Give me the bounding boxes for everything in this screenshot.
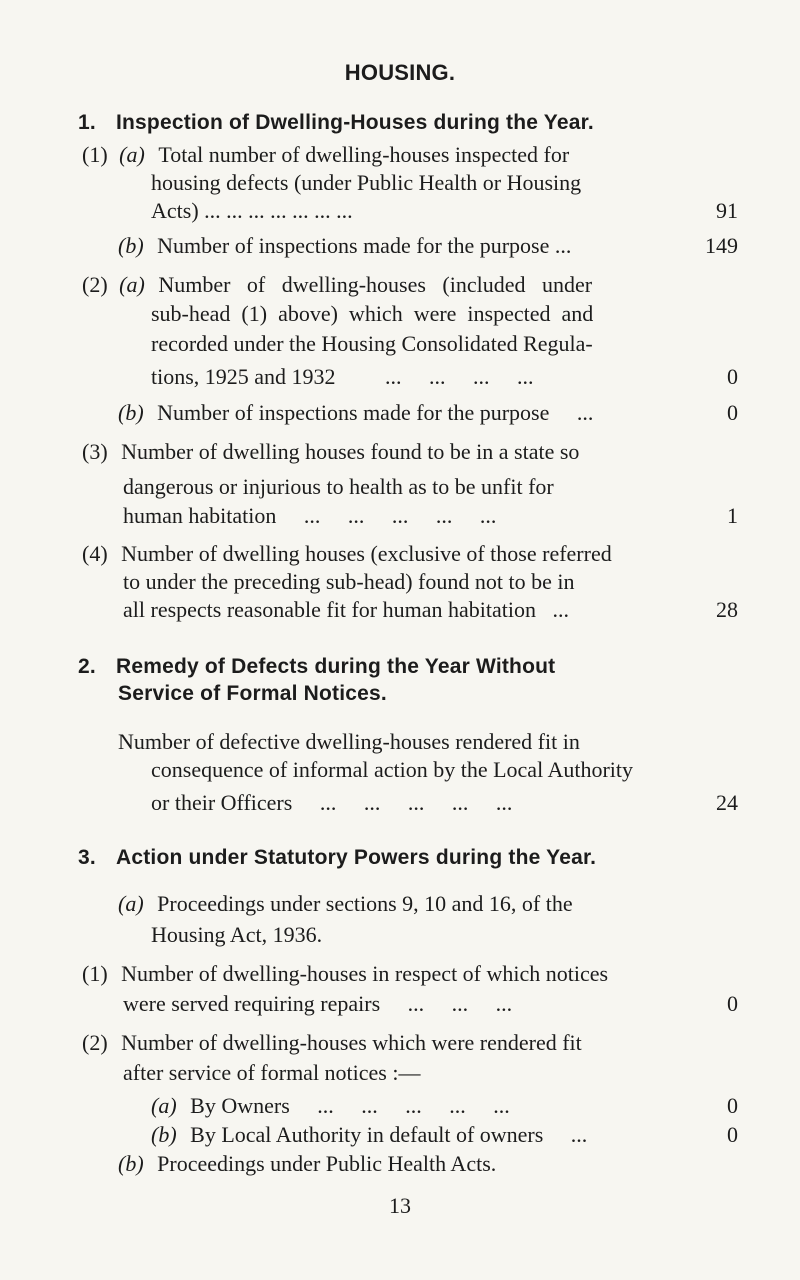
section-3-item-2b-line: [151, 1122, 587, 1148]
section-3a-line-2: Housing Act, 1936.: [151, 922, 323, 947]
section-3-item-2a-sub: (a): [151, 1093, 177, 1118]
item-2a-line-3: recorded under the Housing Consolidated Regula-: [151, 331, 593, 356]
item-2b-value: 0: [727, 400, 738, 425]
item-4-line-2: to under the preceding sub-head) found not to be in: [123, 569, 575, 594]
section-2-line-2: consequence of informal action by the Local Authority: [151, 757, 634, 782]
section-3-item-2-text-1: Number of dwelling-houses which were rendered fit: [121, 1030, 582, 1055]
section-3-item-2b-sub: (b): [151, 1122, 177, 1147]
section-3-item-2-number: (2): [82, 1030, 108, 1055]
section-2-line-1: Number of defective dwelling-houses rendered fit in: [118, 729, 580, 754]
section-1-number: 1.: [78, 111, 96, 134]
item-1a-line-1: [82, 142, 569, 168]
item-4-line-1: [82, 541, 612, 567]
section-3-heading: [78, 846, 596, 870]
item-1-number: (1): [82, 142, 108, 167]
item-2a-line-1: [82, 272, 592, 298]
item-2b-sub: (b): [118, 400, 144, 425]
item-2a-line-2: sub-head (1) above) which were inspected and: [151, 301, 594, 326]
section-1-heading: [78, 111, 594, 135]
section-2-heading: [78, 655, 555, 679]
item-3-line-1: [82, 439, 579, 465]
section-1-title: Inspection of Dwelling-Houses during the Year.: [115, 111, 594, 134]
section-2-number: 2.: [78, 655, 96, 678]
item-4-line-3: all respects reasonable fit for human habitation ...: [123, 597, 569, 622]
section-3-title: Action under Statutory Powers during the Year.: [115, 846, 597, 869]
section-3-item-2a-text: By Owners ... ... ... ... ...: [190, 1093, 510, 1118]
item-2a-value: 0: [727, 364, 738, 389]
section-3a-sub: (a): [118, 891, 144, 916]
item-1a-sub: (a): [119, 142, 145, 167]
item-4-value: 28: [716, 597, 738, 622]
item-1b-value: 149: [705, 233, 738, 258]
section-3-item-1-line-2: were served requiring repairs ... ... ...: [123, 991, 513, 1016]
section-3-number: 3.: [78, 846, 96, 869]
item-3-line-3: human habitation ... ... ... ... ...: [123, 503, 497, 528]
section-3-item-2a-value: 0: [727, 1093, 738, 1118]
section-3-item-2-line-1: [82, 1030, 582, 1056]
item-1b-text: Number of inspections made for the purpose ...: [157, 233, 572, 258]
item-2a-text-1: Number of dwelling-houses (included under: [158, 272, 593, 297]
item-4-number: (4): [82, 541, 108, 566]
section-2-title-1: Remedy of Defects during the Year Without: [115, 655, 556, 678]
item-1a-line-3: Acts) ... ... ... ... ... ... ...: [151, 198, 353, 223]
section-2-line-3: or their Officers ... ... ... ... ...: [151, 790, 513, 815]
section-2-value: 24: [716, 790, 738, 815]
section-3b-text: Proceedings under Public Health Acts.: [157, 1151, 497, 1176]
item-1a-value: 91: [716, 198, 738, 223]
section-3a-text-1: Proceedings under sections 9, 10 and 16, of the: [157, 891, 573, 916]
item-3-line-2: dangerous or injurious to health as to be unfit for: [123, 474, 554, 499]
item-1a-line-2: housing defects (under Public Health or Housing: [151, 170, 582, 195]
section-3-item-1-value: 0: [727, 991, 738, 1016]
section-3-item-1-text-1: Number of dwelling-houses in respect of which notices: [121, 961, 609, 986]
section-2-heading-line-2: Service of Formal Notices.: [118, 682, 387, 705]
item-2a-sub: (a): [119, 272, 145, 297]
section-3b-line: [118, 1151, 496, 1177]
section-3a-line-1: [118, 891, 573, 917]
item-3-text-1: Number of dwelling houses found to be in a state so: [121, 439, 580, 464]
item-4-text-1: Number of dwelling houses (exclusive of those referred: [121, 541, 612, 566]
page-title: HOUSING.: [344, 60, 456, 85]
section-3-item-1-line-1: [82, 961, 608, 987]
item-2a-line-4: tions, 1925 and 1932 ... ... ... ...: [151, 364, 534, 389]
item-2b-text: Number of inspections made for the purpose ...: [157, 400, 594, 425]
section-3-item-1-number: (1): [82, 961, 108, 986]
page-number: 13: [389, 1193, 411, 1218]
item-1b-sub: (b): [118, 233, 144, 258]
item-1a-text-1: Total number of dwelling-houses inspected for: [158, 142, 570, 167]
section-3-item-2b-value: 0: [727, 1122, 738, 1147]
item-3-number: (3): [82, 439, 108, 464]
section-3-item-2b-text: By Local Authority in default of owners ...: [190, 1122, 588, 1147]
section-3b-sub: (b): [118, 1151, 144, 1176]
item-3-value: 1: [727, 503, 738, 528]
item-2b-line: [118, 400, 593, 426]
section-3-item-2a-line: [151, 1093, 510, 1119]
section-3-item-2-line-2: after service of formal notices :—: [123, 1060, 421, 1085]
item-1b-line: [118, 233, 571, 259]
item-2-number: (2): [82, 272, 108, 297]
